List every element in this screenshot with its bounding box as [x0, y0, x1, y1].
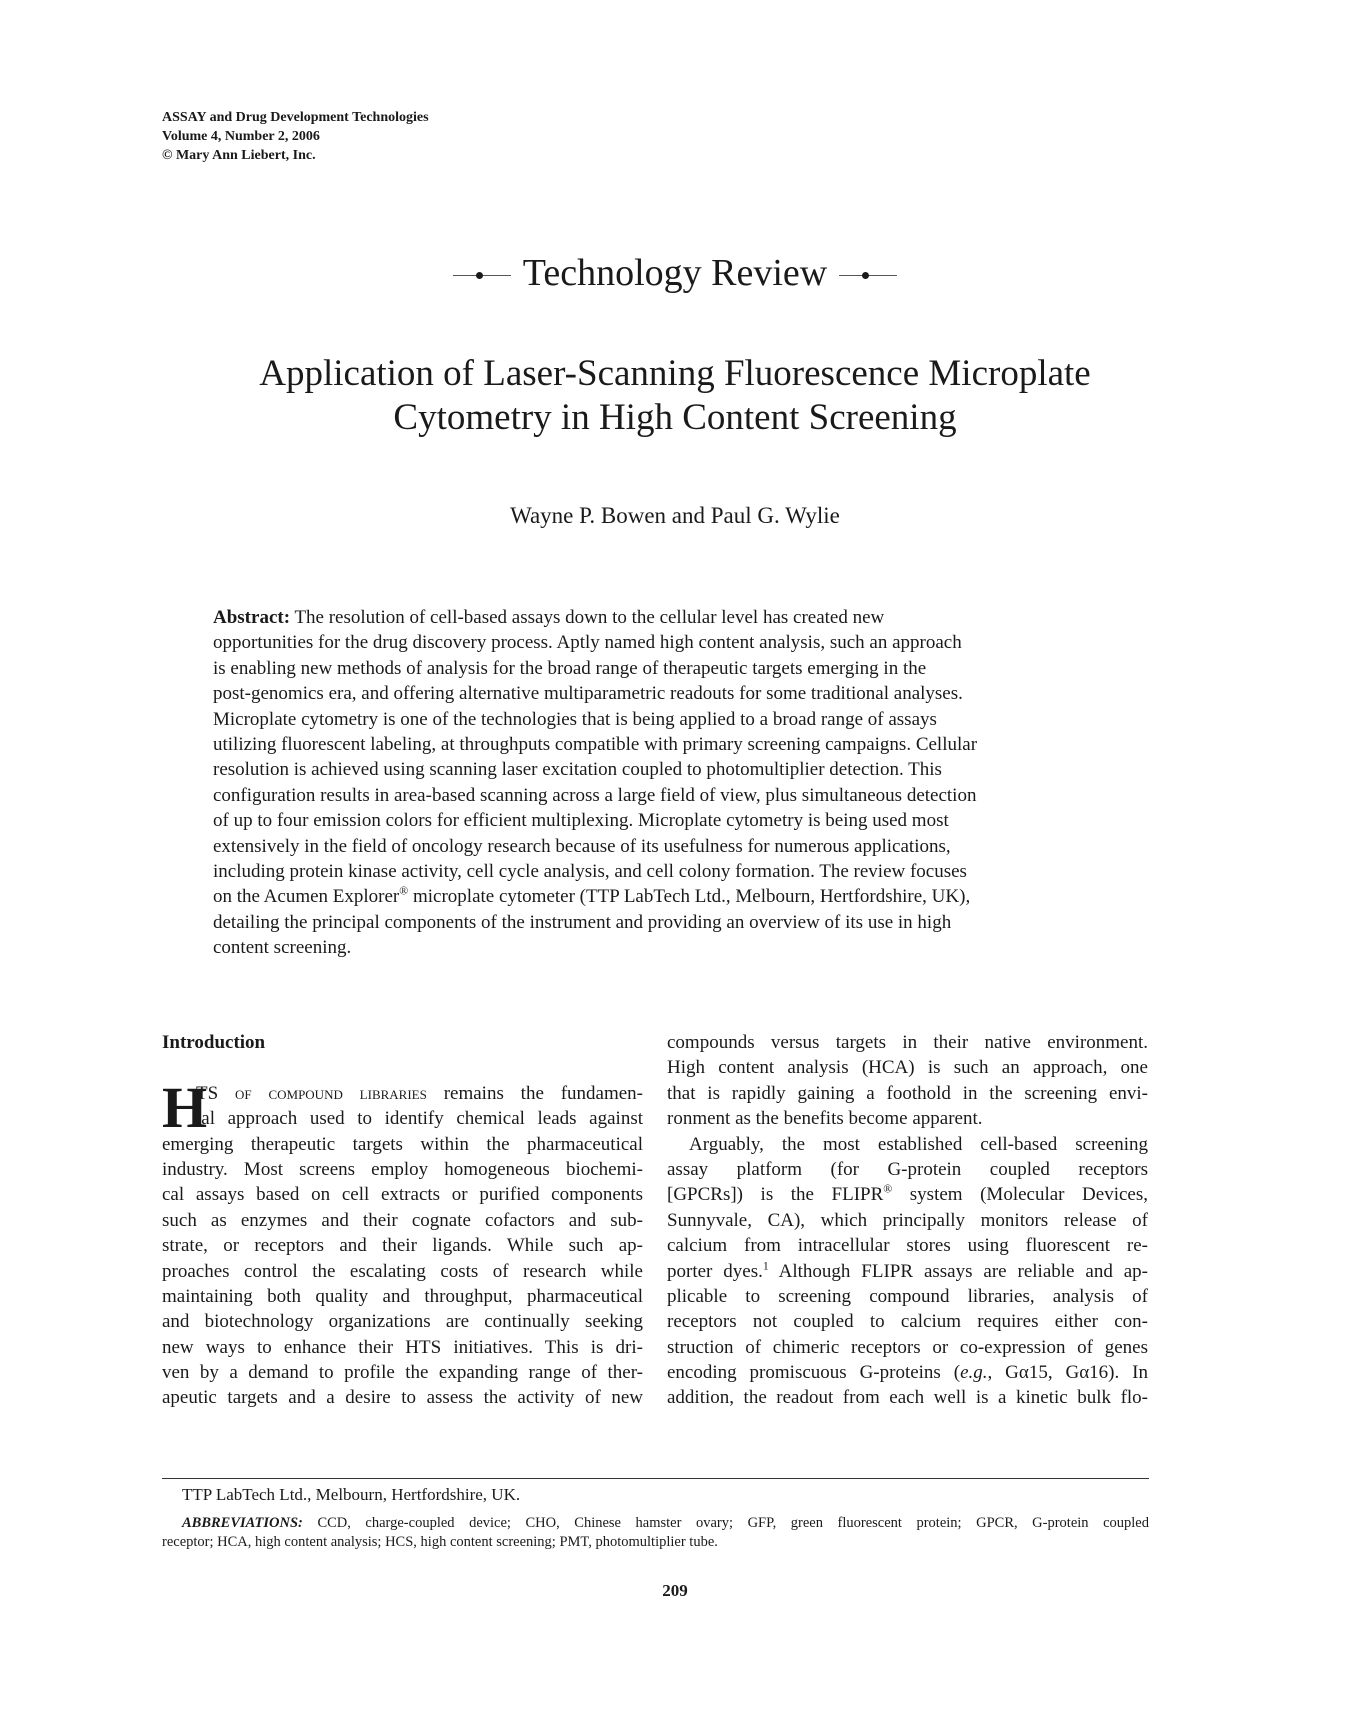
abstract-line: of up to four emission colors for efficient multiplexing. Microplate cytometry is being used most [213, 810, 949, 832]
abstract-line: is enabling new methods of analysis for the broad range of therapeutic targets emerging in the [213, 657, 927, 679]
journal-name: ASSAY and Drug Development Technologies [162, 110, 429, 125]
body-line: struction of chimeric receptors or co-expression of genes [667, 1336, 1148, 1358]
abstract-label: Abstract: [213, 607, 291, 628]
body-line: strate, or receptors and their ligands. While such ap- [162, 1235, 643, 1257]
journal-header [162, 108, 429, 165]
body-line: new ways to enhance their HTS initiatives. This is dri- [162, 1336, 643, 1358]
authors: Wayne P. Bowen and Paul G. Wylie [510, 503, 840, 528]
body-line: emerging therapeutic targets within the pharmaceutical [162, 1133, 643, 1155]
body-line: porter dyes.$^1$ Although FLIPR assays are reliable and ap- [667, 1259, 1148, 1282]
small-caps-lead: TS of compound libraries [196, 1082, 427, 1104]
abstract-line: utilizing fluorescent labeling, at throughputs compatible with primary screening campaigns. Cellular [213, 733, 978, 755]
abstract-line: Abstract: The resolution of cell-based assays down to the cellular level has created new [213, 607, 885, 628]
body-line: maintaining both quality and throughput, pharmaceutical [162, 1285, 643, 1307]
journal-publisher: © Mary Ann Liebert, Inc. [162, 148, 316, 163]
abstract-line: resolution is achieved using scanning laser excitation coupled to photomultiplier detection. This [213, 759, 942, 781]
body-line: assay platform (for G-protein coupled receptors [667, 1158, 1148, 1180]
abstract-line: on the Acumen Explorer® microplate cytometer (TTP LabTech Ltd., Melbourn, Hertfordshire, UK), [213, 884, 971, 908]
abbreviations-line: ABBREVIATIONS: CCD, charge-coupled device; CHO, Chinese hamster ovary; GFP, green fluorescent protein; GPCR, G-protein coupled [182, 1515, 1149, 1531]
page-number: 209 [662, 1581, 688, 1600]
abstract-line: extensively in the field of oncology research because of its usefulness for numerous applications, [213, 835, 951, 857]
body-line: proaches control the escalating costs of research while [162, 1260, 643, 1282]
body-line: industry. Most screens employ homogeneous biochemi- [162, 1158, 643, 1180]
drop-cap: H [162, 1074, 208, 1140]
journal-volume: Volume 4, Number 2, 2006 [162, 129, 320, 144]
abstract-line: including protein kinase activity, cell cycle analysis, and cell colony formation. The review focuses [213, 860, 967, 882]
footnote-divider [162, 1478, 1149, 1479]
abstract-line: post-genomics era, and offering alternative multiparametric readouts for some traditional analyses. [213, 683, 963, 705]
body-line: apeutic targets and a desire to assess the activity of new [162, 1387, 643, 1409]
registered-mark: ® [399, 884, 409, 898]
body-column-right [667, 1030, 1148, 1411]
abbreviations-label: ABBREVIATIONS: [182, 1515, 303, 1531]
section-heading-introduction: Introduction [162, 1032, 266, 1053]
abstract [213, 605, 1113, 960]
article-title [150, 352, 1200, 440]
registered-mark: ® [883, 1183, 893, 1197]
body-line: plicable to screening compound libraries, analysis of [667, 1285, 1148, 1307]
body-line: ronment as the benefits become apparent. [667, 1108, 983, 1130]
ornament-right-icon [839, 275, 897, 277]
title-line-1: Application of Laser-Scanning Fluorescence Microplate [259, 353, 1091, 394]
body-line: High content analysis (HCA) is such an approach, one [667, 1057, 1148, 1079]
intro-opening [162, 1074, 643, 1140]
body-line: that is rapidly gaining a foothold in the screening envi- [667, 1082, 1148, 1104]
citation-ref[interactable]: 1 [762, 1259, 769, 1273]
body-line: calcium from intracellular stores using fluorescent re- [667, 1235, 1148, 1257]
body-line: Sunnyvale, CA), which principally monitors release of [667, 1209, 1148, 1231]
abstract-line: Microplate cytometry is one of the technologies that is being applied to a broad range of assays [213, 708, 937, 730]
body-line: addition, the readout from each well is a kinetic bulk flo- [667, 1387, 1148, 1409]
abstract-line: content screening. [213, 937, 352, 959]
body-line: Arguably, the most established cell-based screening [689, 1133, 1148, 1155]
body-line: cal assays based on cell extracts or purified components [162, 1184, 643, 1206]
body-line: compounds versus targets in their native environment. [667, 1032, 1148, 1053]
body-line: tal approach used to identify chemical leads against [196, 1108, 643, 1130]
affiliation-footnote: TTP LabTech Ltd., Melbourn, Hertfordshire, UK. [182, 1485, 521, 1504]
body-line: ven by a demand to profile the expanding range of ther- [162, 1362, 643, 1384]
abstract-line: configuration results in area-based scanning across a large field of view, plus simultaneous detection [213, 784, 977, 806]
abbreviations-footnote [162, 1514, 1149, 1552]
body-column-left [162, 1030, 643, 1411]
body-line: such as enzymes and their cognate cofactors and sub- [162, 1209, 643, 1231]
body-line: and biotechnology organizations are continually seeking [162, 1311, 643, 1333]
title-line-2: Cytometry in High Content Screening [393, 397, 957, 438]
body-line: [GPCRs]) is the FLIPR® system (Molecular Devices, [667, 1183, 1148, 1206]
section-label-text: Technology Review [522, 252, 828, 294]
ornament-left-icon [453, 275, 511, 277]
section-label [0, 250, 1350, 296]
abbreviations-line: receptor; HCA, high content analysis; HCS, high content screening; PMT, photomultiplier tube. [162, 1534, 718, 1550]
body-line: TS of compound libraries remains the fundamen- [196, 1082, 643, 1104]
body-line: encoding promiscuous G-proteins (e.g., Gα15, Gα16). In [667, 1362, 1148, 1384]
abstract-line: opportunities for the drug discovery process. Aptly named high content analysis, such an approach [213, 632, 962, 654]
abstract-line: detailing the principal components of the instrument and providing an overview of its use in high [213, 911, 952, 933]
body-line: receptors not coupled to calcium requires either con- [667, 1311, 1148, 1333]
